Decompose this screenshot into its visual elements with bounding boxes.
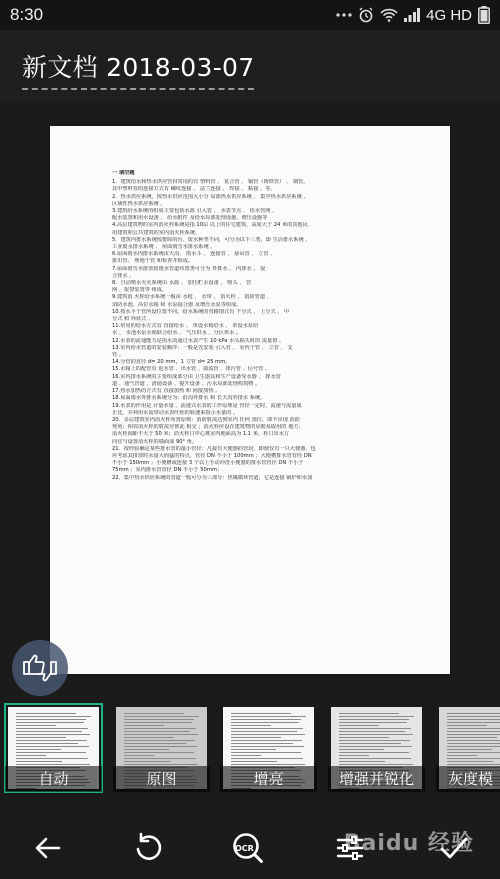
filter-label: 增亮 [220,766,317,792]
feedback-button[interactable] [12,640,68,696]
battery-icon [478,6,490,24]
document-line: 9.建筑消 火栓给水系统一般由 水枪 、 水带 、 消火栓 、 消防管道 、 [112,294,272,301]
document-line: 工业废水排水系统 、 屋面雨雪水排水系统 。 [112,244,216,251]
document-line: 网 、报警装置等 组成。 [112,287,168,294]
document-line: 6.屋面雨水内排水系统由天沟、 雨水斗 、 连接管 、 悬吊管 、 立管 、 [112,251,276,258]
ocr-button[interactable] [228,828,268,868]
document-line: 不小于 150mm ；小便槽或连接 3 个以上手动冲洗小便器的排水管管径 DN 不小于 [112,460,304,467]
filter-auto[interactable] [5,704,102,792]
document-line: 13.室内给水管道的安装顺序：一般是先安装 引入管 、 室内干管 、 立管 、 支 [112,344,293,351]
filter-label: 灰度模 [436,766,500,792]
document-text [112,170,412,482]
document-line: 3.建筑给水系统的组成主要包括水源 引入管 、 水表节点 、 给水管网 、 [112,208,278,215]
filter-strip [0,700,500,798]
document-line: 1．建筑给水和热水供应管材常用的有 塑料管 、 复合管 、 铜管（铸铁管） 、 钢管。 [112,179,309,186]
thumbs-feedback-icon [12,640,68,696]
filter-grayscale[interactable] [436,704,500,792]
filter-label: 原图 [113,766,210,792]
document-line: 7.屋面雨雪水排放按雨水管道布置类可分为 外排水 、 内排水 、 混 [112,265,266,272]
alarm-icon [358,7,374,23]
back-arrow-icon [33,833,63,863]
filter-original[interactable] [113,704,210,792]
filter-label: 增强并锐化 [328,766,425,792]
document-line: 22．集中热水供应系统的管道一般可分为三部分：热媒循环管道，它是连接 锅炉和水加 [112,474,313,481]
document-line: 12.水表的流通能力是指水流通过水表产生 10 kPa 水头损失时的 流量值 。 [112,337,285,344]
wifi-icon [380,8,398,22]
document-line: 用建筑和公共建筑的室内消火栓系统。 [112,229,201,236]
document-line: 消火栓间距不大于 50 米；消火栓口中心离室内地面高为 1.1 米，栓口出水方 [112,431,290,438]
status-icons [336,6,490,24]
signal-icon [404,8,420,22]
document-line: 19.水表的作用是 计量水量 。流速式水表的工作原理是 管径一定时，流速与流量成 [112,402,302,409]
document-line: 75mm ；室内排水管管径 DN 不小于 50mm； [112,467,223,474]
document-line: 16.室内排水系统的主要组成部分由 卫生器具和生产设备受水器 、 排水管 [112,373,281,380]
document-line: 合排水 。 [112,272,135,279]
document-line: 分式 和 环状式 。 [112,316,154,323]
filter-brighten[interactable] [220,704,317,792]
document-title-field[interactable]: 新文档 2018-03-07 [22,48,254,90]
status-bar [0,0,500,30]
document-line: 17.热水加热的方式有 直接加热 和 间接加热 。 [112,388,221,395]
back-button[interactable] [28,828,68,868]
ocr-label: OCR [235,844,254,853]
status-time: 8:30 [10,5,44,24]
document-line: 道 、通气管道 、清通设备 、提升设备 、污水局部处理构筑物 。 [112,380,261,387]
document-line: 15.水箱上的配管有 进水管 、出水管 、溢流管 、排污管 、信号管 。 [112,366,271,373]
more-dots-icon [336,12,352,18]
network-label: 4G HD [426,6,472,24]
document-line: 14.分管的直径 d= 20 mm，1 寸管 d= 25 mm。 [112,359,231,366]
document-line: 消防水池、高位水箱 和 水泵接合器 及增压水泵等组成。 [112,301,242,308]
document-heading: 一 填空题 [112,170,135,176]
document-line: 21．按经验确定某些排水管的最小管径：凡接有大便器的管段，即使仅有一只大便器，也 [112,445,316,452]
filter-enhance-sharpen[interactable] [328,704,425,792]
document-line: 应考虑其排放时水量大而猛的特点，管径 DN 不小于 100mm ；大便槽排水管管径 DN [112,452,312,459]
document-page [50,126,450,674]
document-line: 死角；相邻消火栓的射流应彼此 相交 ；消火栓应设在建筑物的显眼易取用的 地方； [112,424,304,431]
title-bar [0,30,500,102]
document-line: 正比，并利用水流带动水表叶轮的转速来指示水量的 。 [112,409,239,416]
baidu-watermark: Baidu 经验 [343,831,474,856]
rotate-icon [132,832,164,864]
document-line: 10.按水平干管所设位置不同，给水系统的管路图式有 下分式 、 上分式 、 中 [112,308,290,315]
document-line: 11.常用的给水方式有 直接给水 、 单设水箱给水 、 单设水泵给 [112,323,259,330]
document-line: 2．热水供应系统，按热水供应范围大小分 局部热水供应系统 、 集中热水供应系统 、 [112,193,309,200]
document-line: 18.屋面雨水外排水系统分为：沿沟外排水 和 长天沟外排水 系统。 [112,395,266,402]
document-line: 5．建筑内排水系统按排除的污、废水种类不同，可分为以下三类，即 生活排水系统 、 [112,236,311,243]
filter-label: 自动 [5,766,102,792]
document-line: 8．自动喷水灭火系统由 水源 、 加压贮水设备 、 喷头 、 管 [112,280,252,287]
document-line: 4.高层建筑物的室内消火栓系统是指 10层 以上的住宅建筑，高度大于 24 米的其他民 [112,222,308,229]
document-viewer [0,102,500,700]
document-line: 水 、 水池水泵水箱联合给水 、 气压供水 、分区供水 。 [112,330,242,337]
document-line: 20．多层建筑室内消火栓布置原则：消防射流达到室内 任何 部位，即不出现 消防 [112,416,300,423]
document-line: 排出管、 埋地干管 和检查井组成。 [112,258,194,265]
document-line: 其中塑料管的连接方式有 螺纹连接 、 法兰连接 、 焊接 、 粘接 、等。 [112,186,276,193]
document-line: 配水装置和用水设备 、 给水附件 及给水局部处理设施、增压设施等 [112,215,268,222]
document-line: 管 。 [112,352,125,359]
document-line: 向宜与设置消火栓的墙面成 90° 角。 [112,438,198,445]
rotate-button[interactable] [128,828,168,868]
document-line: 区域性热水供应系统 。 [112,200,166,207]
